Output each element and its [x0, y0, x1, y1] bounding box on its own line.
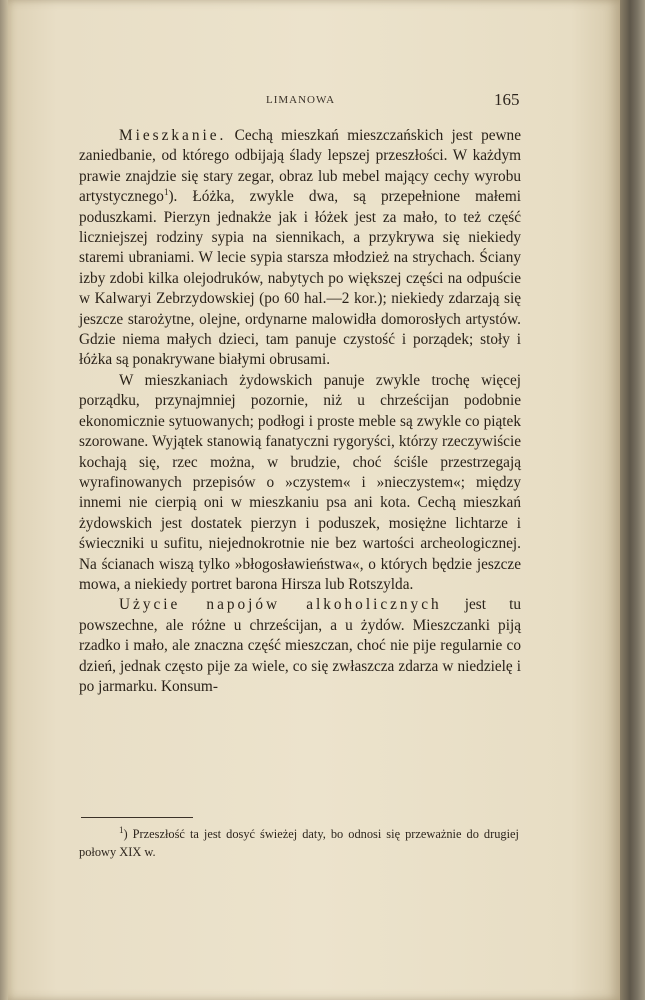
paragraph-text: ). Łóżka, zwykle dwa, są przepełnione małemi poduszkami. Pierzyn jednakże jak i łóżek jest za mało, to też część liczniejszej rodziny sypia na siennikach, a przykrywa się niekiedy staremi ubraniami. W lecie sypia starsza młodzież na strychach. Ściany izby zdobi kilka olejodruków, nabytych po większej części na odpuście w Kalwaryi Zebrzydowskiej (po 60 hal.—2 kor.); niekiedy zdarzają się jeszcze starożytne, olejne, ordynarne malowidła domorosłych artystów. Gdzie niema małych dzieci, tam panuje czystość i porządek; stoły i łóżka są ponakrywane białymi obrusami.	[79, 188, 521, 369]
footnote-body: ) Przeszłość ta jest dosyć świeżej daty, bo odnosi się przeważnie do drugiej połowy XIX w.	[79, 827, 519, 859]
paragraph-mieszkanie	[79, 126, 521, 371]
book-binding-edge	[620, 0, 645, 1000]
paragraph-jewish-homes: W mieszkaniach żydowskich panuje zwykle trochę więcej porządku, przynajmniej pozornie, niż u chrześcijan podobnie ekonomicznie sytuowanych; podłogi i proste meble są zwykle co piątek szorowane. Wyjątek stanowią fanatyczni rygoryści, którzy rzeczywiście kochają się, rzec można, w brudzie, choć ściśle przestrzegają wyrafinowanych przepisów o »czystem« i »nieczystem«; między innemi nie cierpią oni w mieszkaniu psa ani kota. Cechą mieszkań żydowskich jest dostatek pierzyn i poduszek, mosiężne lichtarze i świeczniki u sufitu, niejednokrotnie nie bez wartości archeologicznej. Na ścianach wiszą tylko »błogosławieństwa«, o których będzie jeszcze mowa, a niekiedy portret barona Hirsza lub Rotszylda.	[79, 371, 521, 593]
paragraph-text: Cechą mieszkań mieszczańskich jest pewne zaniedbanie, od którego odbijają ślady lepszej przeszłości. W każdym prawie znajdzie się stary zegar, obraz lub mebel mający cechy wyrobu artystycznego	[79, 127, 521, 206]
footnote-mark: 1	[119, 824, 124, 835]
body-text	[79, 126, 521, 697]
footnote-text	[79, 826, 519, 861]
page-left-edge	[0, 0, 8, 1000]
footnote	[79, 826, 519, 861]
paragraph-lead-alcohol: Użycie napojów alkoholicznych	[119, 596, 442, 614]
footnote-divider	[81, 817, 193, 818]
paragraph-alcohol	[79, 595, 521, 697]
page-number: 165	[494, 90, 520, 109]
book-page	[8, 0, 620, 1000]
footnote-reference: 1	[163, 187, 169, 198]
paragraph-text: jest tu powszechne, ale różne u chrześcijan, a u żydów. Mieszczanki piją rzadko i mało, ale znaczna część mieszczan, choć nie pije regularnie co dzień, jednak często pije za wiele, co się zwłaszcza zdarza w niedzielę i po jarmarku. Konsum-	[79, 596, 522, 695]
running-head: LIMANOWA	[266, 94, 336, 106]
paragraph-lead-mieszkanie: Mieszkanie.	[119, 127, 227, 144]
